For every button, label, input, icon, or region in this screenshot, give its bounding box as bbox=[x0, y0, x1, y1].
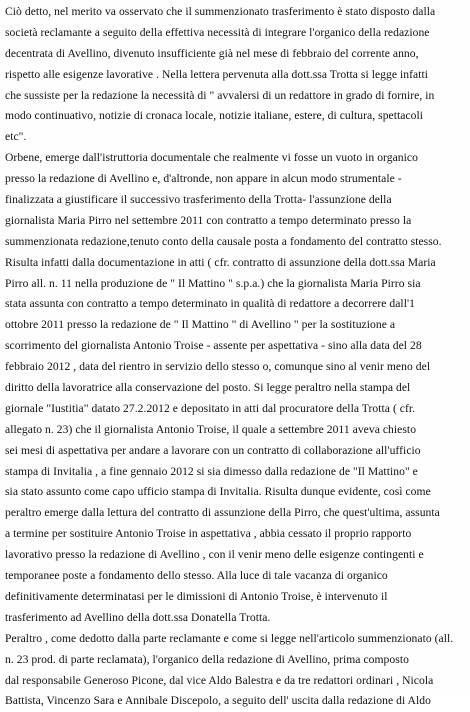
text-line: sia stato assunto come capo ufficio stampa di Invitalia. Risulta dunque evidente, così come bbox=[5, 485, 431, 499]
text-line: dal responsabile Generoso Picone, dal vice Aldo Balestra e da tre redattori ordinari , Nicola bbox=[5, 673, 434, 687]
text-line: presso la redazione di Avellino e, d'altronde, non appare in alcun modo strumentale - bbox=[5, 172, 402, 186]
text-line: etc". bbox=[5, 130, 27, 144]
text-line: che sussiste per la redazione la necessità di " avvalersi di un redattore in grado di fornire, in bbox=[5, 88, 435, 102]
text-line: modo continuativo, notizie di cronaca locale, notizie italiane, estere, di cultura, spettacoli bbox=[5, 109, 424, 123]
text-line: Pirro all. n. 11 nella produzione de " Il Mattino " s.p.a.) che la giornalista Maria Pirro sia bbox=[5, 276, 421, 290]
text-line: allegato n. 23) che il giornalista Antonio Troise, il quale a settembre 2011 aveva chiesto bbox=[5, 422, 417, 436]
text-line: ottobre 2011 presso la redazione de " Il Mattino " di Avellino " per la sostituzione a bbox=[5, 318, 396, 332]
text-line: scorrimento del giornalista Antonio Troise - assente per aspettativa - sino alla data del 28 bbox=[5, 339, 422, 353]
text-line: lavorativo presso la redazione di Avellino , con il venir meno delle esigenze contingenti e bbox=[5, 548, 424, 562]
text-line: società reclamante a seguito della effettiva necessità di integrare l'organico della redazione bbox=[5, 25, 430, 39]
document-body bbox=[5, 2, 460, 712]
text-line: giornalista Maria Pirro nel settembre 2011 con contratto a tempo determinato presso la bbox=[5, 213, 412, 227]
text-line: stampa di Invitalia , a fine gennaio 2012 si sia dimesso dalla redazione de "Il Mattino" e bbox=[5, 464, 418, 478]
text-line: definitivamente determinatasi per le dimissioni di Antonio Troise, è intervenuto il bbox=[5, 589, 388, 603]
text-line: stata assunta con contratto a tempo determinato in qualità di redattore a decorrere dall'1 bbox=[5, 297, 415, 311]
text-line: summenzionata redazione,tenuto conto della causale posta a fondamento del contratto stesso. bbox=[5, 234, 442, 248]
text-line: peraltro emerge dalla lettura del contratto di assunzione della Pirro, che quest'ultima, assunta bbox=[5, 506, 440, 520]
text-line: Battista, Vincenzo Sara e Annibale Discepolo, a seguito dell' uscita dalla redazione di Aldo bbox=[5, 694, 431, 708]
text-line: diritto della lavoratrice alla conservazione del posto. Si legge peraltro nella stampa del bbox=[5, 381, 411, 395]
text-line: Ciò detto, nel merito va osservato che il summenzionato trasferimento è stato disposto dalla bbox=[5, 5, 436, 18]
text-line: febbraio 2012 , data del rientro in servizio dello stesso o, comunque sino al venir meno del bbox=[5, 360, 431, 374]
text-line: sei mesi di aspettativa per andare a lavorare con un contratto di collaborazione all'ufficio bbox=[5, 443, 421, 457]
text-line: finalizzata a giustificare il successivo trasferimento della Trotta- l'assunzione della bbox=[5, 193, 392, 207]
text-line: rispetto alle esigenze lavorative . Nella lettera pervenuta alla dott.ssa Trotta si legge infatti bbox=[5, 67, 429, 81]
text-line: a termine per sostituire Antonio Troise in aspettativa , abbia cessato il proprio rapporto bbox=[5, 527, 412, 541]
text-line: n. 23 prod. di parte reclamata), l'organico della redazione di Avellino, prima composto bbox=[5, 652, 409, 666]
text-line: giornale "Iustitia" datato 27.2.2012 e depositato in atti dal procuratore della Trotta ( cfr. bbox=[5, 401, 416, 415]
text-line: trasferimento ad Avellino della dott.ssa Donatella Trotta. bbox=[5, 610, 271, 624]
text-line: Orbene, emerge dall'istruttoria documentale che realmente vi fosse un vuoto in organico bbox=[5, 151, 418, 165]
text-line: Risulta infatti dalla documentazione in atti ( cfr. contratto di assunzione della dott.ssa Maria bbox=[5, 255, 436, 269]
text-line: temporanee poste a fondamento dello stesso. Alla luce di tale vacanza di organico bbox=[5, 569, 388, 583]
text-line: decentrata di Avellino, divenuto insufficiente già nel mese di febbraio del corrente anno, bbox=[5, 46, 419, 60]
text-line: Peraltro , come dedotto dalla parte reclamante e come si legge nell'articolo summenzionato (all. bbox=[5, 631, 454, 645]
